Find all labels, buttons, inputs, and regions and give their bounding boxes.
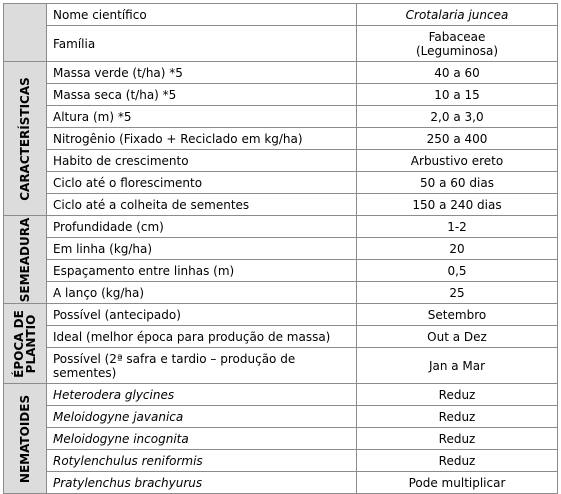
attribute-value-cell xyxy=(357,282,558,304)
table-row xyxy=(4,172,558,194)
attribute-name-cell xyxy=(47,172,357,194)
attribute-value: Reduz xyxy=(438,431,476,446)
attribute-value: 25 xyxy=(449,285,465,300)
attribute-value-cell xyxy=(357,326,558,348)
table-row xyxy=(4,348,558,384)
attribute-name: Em linha (kg/ha) xyxy=(53,241,153,256)
table-row xyxy=(4,194,558,216)
attribute-value-cell xyxy=(357,304,558,326)
attribute-name-cell xyxy=(47,348,357,384)
attribute-name: A lanço (kg/ha) xyxy=(53,285,145,300)
attribute-name: Pratylenchus brachyurus xyxy=(53,475,203,490)
attribute-value-cell xyxy=(357,472,558,494)
table-row xyxy=(4,62,558,84)
table-row xyxy=(4,238,558,260)
attribute-name-cell xyxy=(47,260,357,282)
attribute-name: Nitrogênio (Fixado + Reciclado em kg/ha) xyxy=(53,131,303,146)
table-row xyxy=(4,326,558,348)
attribute-value-cell xyxy=(357,84,558,106)
attribute-value: 2,0 a 3,0 xyxy=(430,109,484,124)
table-row xyxy=(4,106,558,128)
attribute-value-cell xyxy=(357,428,558,450)
attribute-name: Ciclo até a colheita de sementes xyxy=(53,197,250,212)
attribute-name-cell xyxy=(47,216,357,238)
attribute-value-cell xyxy=(357,26,558,62)
attribute-name: Espaçamento entre linhas (m) xyxy=(53,263,235,278)
attribute-name: Ideal (melhor época para produção de massa) xyxy=(53,329,331,344)
table-row xyxy=(4,282,558,304)
attribute-name: Profundidade (cm) xyxy=(53,219,164,234)
attribute-value-cell xyxy=(357,4,558,26)
attribute-value: 50 a 60 dias xyxy=(420,175,494,190)
attribute-name-cell xyxy=(47,194,357,216)
attribute-value-cell xyxy=(357,150,558,172)
attribute-name: Meloidogyne javanica xyxy=(53,409,184,424)
table-row xyxy=(4,384,558,406)
section-label: CARACTERÍSTICAS xyxy=(18,76,32,201)
attribute-value: 40 a 60 xyxy=(434,65,480,80)
attribute-value: 0,5 xyxy=(447,263,467,278)
attribute-name-cell xyxy=(47,62,357,84)
attribute-value: Jan a Mar xyxy=(428,358,486,373)
attribute-name: Ciclo até o florescimento xyxy=(53,175,203,190)
attribute-value-cell xyxy=(357,348,558,384)
attribute-value-cell xyxy=(357,62,558,84)
table-row xyxy=(4,304,558,326)
attribute-name-cell xyxy=(47,84,357,106)
table-row xyxy=(4,450,558,472)
attribute-name-cell xyxy=(47,4,357,26)
attribute-name-cell xyxy=(47,26,357,62)
epoca-de-plantio-section xyxy=(4,304,47,384)
attribute-value: 20 xyxy=(449,241,465,256)
table-row xyxy=(4,260,558,282)
table-row xyxy=(4,150,558,172)
attribute-value-cell xyxy=(357,384,558,406)
attribute-value: Reduz xyxy=(438,387,476,402)
table-row xyxy=(4,84,558,106)
attribute-value: Setembro xyxy=(427,307,487,322)
attribute-name: Nome científico xyxy=(53,7,147,22)
table-row xyxy=(4,26,558,62)
caracteristicas-section xyxy=(4,62,47,216)
attribute-name: Possível (antecipado) xyxy=(53,307,181,322)
attribute-value: Crotalaria juncea xyxy=(405,7,509,22)
attribute-value: Reduz xyxy=(438,453,476,468)
table-row xyxy=(4,4,558,26)
attribute-name-cell xyxy=(47,282,357,304)
table-row xyxy=(4,216,558,238)
attribute-name-cell xyxy=(47,304,357,326)
attribute-name-cell xyxy=(47,472,357,494)
attribute-value-cell xyxy=(357,260,558,282)
attribute-name-cell xyxy=(47,238,357,260)
table-row xyxy=(4,428,558,450)
attribute-name: Meloidogyne incognita xyxy=(53,431,189,446)
table-row xyxy=(4,128,558,150)
attribute-value: 250 a 400 xyxy=(426,131,488,146)
attribute-name: Possível (2ª safra e tardio – produção de sementes) xyxy=(53,351,296,380)
attribute-name-cell xyxy=(47,428,357,450)
attribute-value: 1-2 xyxy=(447,219,467,234)
table-row xyxy=(4,472,558,494)
attribute-name: Massa verde (t/ha) *5 xyxy=(53,65,183,80)
attribute-value-cell xyxy=(357,216,558,238)
attribute-value: Out a Dez xyxy=(427,329,487,344)
attribute-name: Altura (m) *5 xyxy=(53,109,132,124)
section-label: NEMATOIDES xyxy=(18,394,32,483)
attribute-value-cell xyxy=(357,406,558,428)
table-body xyxy=(4,4,558,494)
attribute-value: Fabaceae (Leguminosa) xyxy=(415,29,499,58)
attribute-value: 150 a 240 dias xyxy=(412,197,502,212)
attribute-value-cell xyxy=(357,172,558,194)
attribute-name-cell xyxy=(47,326,357,348)
crotalaria-characteristics-table xyxy=(3,3,558,494)
attribute-value: 10 a 15 xyxy=(434,87,480,102)
attribute-value: Arbustivo ereto xyxy=(410,153,504,168)
attribute-value-cell xyxy=(357,106,558,128)
attribute-value: Pode multiplicar xyxy=(408,475,506,490)
attribute-name-cell xyxy=(47,384,357,406)
attribute-name: Família xyxy=(53,36,96,51)
section-label: SEMEADURA xyxy=(18,217,32,302)
attribute-name-cell xyxy=(47,150,357,172)
attribute-value-cell xyxy=(357,450,558,472)
attribute-name-cell xyxy=(47,450,357,472)
nematoides-section xyxy=(4,384,47,494)
table-row xyxy=(4,406,558,428)
identification-section xyxy=(4,4,47,62)
attribute-value-cell xyxy=(357,128,558,150)
attribute-name-cell xyxy=(47,106,357,128)
attribute-value-cell xyxy=(357,238,558,260)
attribute-name: Rotylenchulus reniformis xyxy=(53,453,203,468)
attribute-value-cell xyxy=(357,194,558,216)
section-label: ÉPOCA DE PLANTIO xyxy=(12,309,38,378)
semeadura-section xyxy=(4,216,47,304)
attribute-name: Heterodera glycines xyxy=(53,387,175,402)
attribute-name: Massa seca (t/ha) *5 xyxy=(53,87,177,102)
attribute-name: Habito de crescimento xyxy=(53,153,189,168)
attribute-name-cell xyxy=(47,128,357,150)
attribute-value: Reduz xyxy=(438,409,476,424)
attribute-name-cell xyxy=(47,406,357,428)
